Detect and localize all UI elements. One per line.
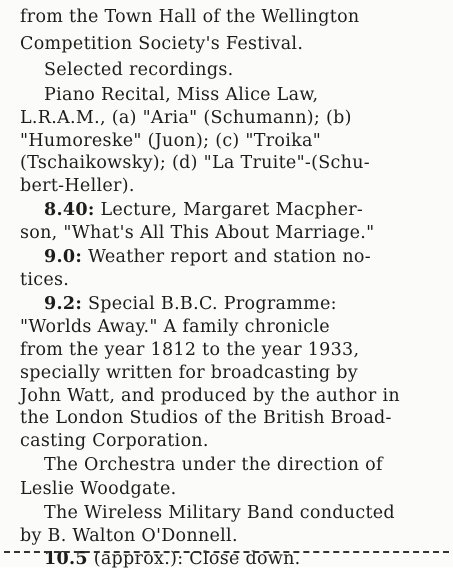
line-text: from the year 1812 to the year 1933,	[20, 340, 360, 360]
text-line-11	[44, 246, 371, 268]
line-text: Lecture, Margaret Macpher-	[94, 200, 364, 220]
line-text: specially written for broadcasting by	[20, 363, 358, 383]
line-text: John Watt, and produced by the author in	[20, 386, 400, 406]
line-text: from the Town Hall of the Wellington	[20, 7, 360, 27]
line-text: bert-Heller).	[20, 176, 135, 196]
text-line-14	[20, 316, 330, 338]
line-text: casting Corporation.	[20, 431, 209, 451]
text-line-20	[44, 454, 383, 476]
line-text: L.R.A.M., (a) "Aria" (Schumann); (b)	[20, 108, 352, 128]
line-text: by B. Walton O'Donnell.	[20, 526, 238, 546]
text-line-17	[20, 385, 400, 407]
time-label: 8.40:	[44, 200, 95, 220]
line-text: "Humoreske" (Juon); (c) "Troika"	[20, 131, 322, 151]
time-label: 9.0:	[44, 247, 83, 267]
line-text: The Orchestra under the direction of	[44, 455, 383, 475]
line-text: Piano Recital, Miss Alice Law,	[44, 85, 319, 105]
time-label: 10.5	[44, 549, 88, 569]
text-line-8	[20, 175, 135, 197]
line-text: Special B.B.C. Programme:	[82, 294, 337, 314]
text-line-21	[20, 478, 177, 500]
text-line-5	[20, 107, 352, 129]
text-line-4	[44, 84, 318, 106]
text-line-9	[44, 199, 363, 221]
line-text: son, "What's All This About Marriage."	[20, 223, 375, 243]
line-text: The Wireless Military Band conducted	[44, 503, 395, 523]
text-line-1	[20, 6, 360, 28]
line-text: Selected recordings.	[44, 60, 234, 80]
line-text: the London Studios of the British Broad-	[20, 408, 392, 428]
line-text: "Worlds Away." A family chronicle	[20, 317, 330, 337]
line-text: (approx.): Close down.	[87, 549, 301, 569]
line-text: Leslie Woodgate.	[20, 479, 177, 499]
text-line-23	[20, 525, 238, 547]
line-text: Weather report and station no-	[82, 247, 371, 267]
text-line-3	[44, 59, 234, 81]
text-line-16	[20, 362, 358, 384]
text-line-18	[20, 407, 392, 429]
text-line-7	[20, 152, 370, 174]
text-line-22	[44, 502, 395, 524]
text-line-2	[20, 33, 303, 55]
line-text: (Tschaikowsky); (d) "La Truite"-(Schu-	[20, 153, 371, 173]
text-line-6	[20, 130, 321, 152]
time-label: 9.2:	[44, 294, 83, 314]
column-divider-rule	[4, 551, 449, 553]
text-line-19	[20, 430, 209, 452]
text-line-10	[20, 222, 374, 244]
line-text: Competition Society's Festival.	[20, 34, 304, 54]
text-line-12	[20, 269, 69, 291]
text-line-13	[44, 293, 337, 315]
text-line-15	[20, 339, 359, 361]
line-text: tices.	[20, 270, 70, 290]
